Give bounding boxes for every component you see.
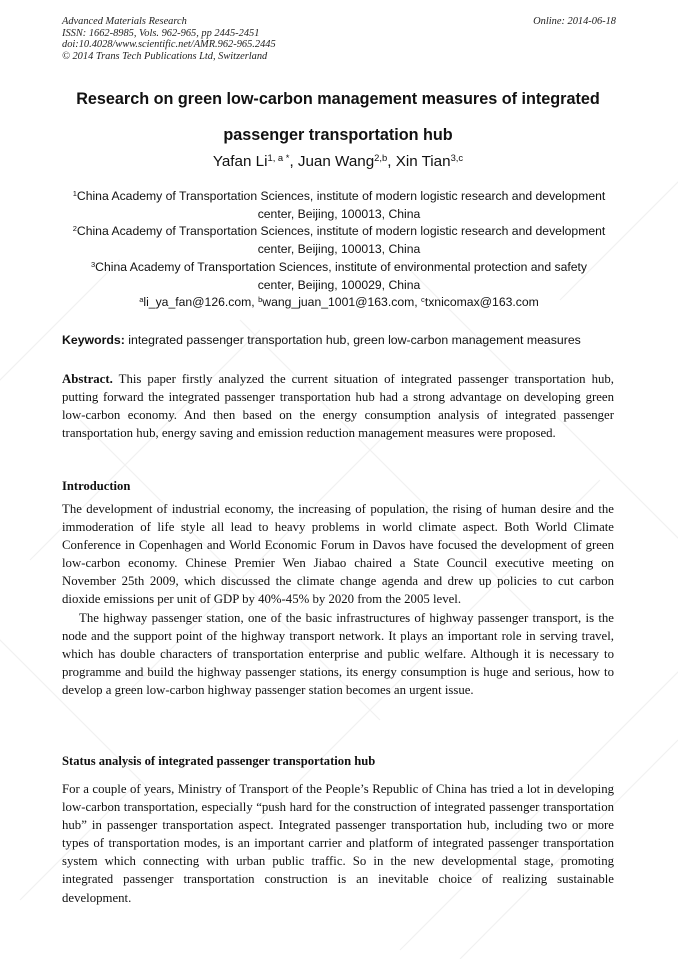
author-name: Yafan Li — [212, 153, 268, 170]
author-separator: , — [289, 153, 298, 170]
email-address: wang_juan_1001@163.com, — [262, 295, 422, 309]
journal-copyright: © 2014 Trans Tech Publications Ltd, Switzerland — [62, 50, 268, 62]
affiliation-2 — [50, 222, 628, 258]
affiliation-city: center, Beijing, 100013, China — [257, 242, 421, 256]
paragraph: The highway passenger station, one of the basic infrastructures of highway passenger transport, is the node and the support point of the highway transport network. It plays an important role in serving travel, which has double characters of transportation enterprise and public welfare. Although it is necessary to programme and build the highway passenger stations, its energy consumption is huge and serious, how to develop a green low-carbon highway passenger station becomes an urgent issue. — [62, 610, 614, 697]
email-marker: a — [139, 294, 144, 304]
author-superscript: 3,c — [450, 151, 464, 163]
section-heading-status-analysis: Status analysis of integrated passenger transportation hub — [62, 754, 376, 768]
email-list — [50, 293, 628, 311]
paragraph: For a couple of years, Ministry of Transport of the People’s Republic of China has tried a lot in developing low-carbon transportation, especially “push hard for the construction of integrated passenger transportation hub” in passenger transportation aspect. Integrated passenger transportation hub, including two or more types of transportation modes, is an important carrier and platform of integrated passenger transportation system which connecting with urban public traffic. So in the new developmental stage, promoting integrated passenger transportation construction is an inevitable choice of realizing sustainable development. — [62, 782, 614, 905]
journal-header — [62, 16, 276, 62]
email-address: li_ya_fan@126.com, — [143, 295, 259, 309]
affiliation-city: center, Beijing, 100029, China — [257, 278, 421, 292]
journal-name: Advanced Materials Research — [62, 16, 187, 27]
affiliation-1 — [50, 187, 628, 223]
keywords-text: integrated passenger transportation hub, green low-carbon management measures — [124, 333, 581, 347]
affiliation-number: 2 — [72, 223, 77, 233]
author-superscript: 1, a * — [267, 151, 290, 163]
online-date: Online: 2014-06-18 — [533, 16, 616, 27]
paper-title-line-1: Research on green low-carbon management measures of integrated — [76, 90, 600, 108]
affiliation-3 — [50, 258, 628, 294]
email-address: txnicomax@163.com — [424, 295, 539, 309]
abstract-label: Abstract. — [62, 372, 113, 386]
section-heading-introduction: Introduction — [62, 479, 131, 493]
author-list — [62, 153, 614, 170]
email-marker: b — [258, 294, 263, 304]
author-name: Xin Tian — [395, 153, 451, 170]
affiliation-number: 3 — [90, 259, 96, 269]
keywords — [62, 333, 622, 347]
affiliation-text: China Academy of Transportation Sciences, institute of modern logistic research and development — [76, 189, 606, 203]
journal-doi: doi:10.4028/www.scientific.net/AMR.962-965.2445 — [62, 39, 276, 51]
affiliation-number: 1 — [72, 188, 77, 198]
author-name: Juan Wang — [297, 153, 375, 170]
abstract — [62, 370, 614, 442]
introduction-body — [62, 500, 614, 699]
email-marker: c — [421, 294, 425, 304]
paragraph: The development of industrial economy, the increasing of population, the rising of human desire and the immoderation of life style all lead to heavy problems in world climate aspect. Both World Climate Conference in Copenhagen and World Economic Forum in Davos have focused the development of green low-carbon economy. Chinese Premier Wen Jiabao chaired a State Council executive meeting on November 25th 2009, which discussed the climate change agenda and drew up policies to cut carbon dioxide emissions per unit of GDP by 40%-45% by 2020 from the 2005 level. — [62, 502, 614, 607]
status-analysis-body — [62, 780, 614, 907]
affiliation-text: China Academy of Transportation Sciences, institute of modern logistic research and development — [76, 224, 606, 238]
affiliation-city: center, Beijing, 100013, China — [257, 207, 421, 221]
abstract-text: This paper firstly analyzed the current situation of integrated passenger transportation hub, putting forward the integrated passenger transportation hub had a strong advantage on developing green low-carbon economy. And then based on the energy consumption analysis of integrated passenger transportation hub, energy saving and emission reduction management measures were proposed. — [62, 372, 614, 441]
journal-issn: ISSN: 1662-8985, Vols. 962-965, pp 2445-2451 — [62, 27, 260, 39]
affiliation-text: China Academy of Transportation Sciences, institute of environmental protection and safety — [95, 260, 588, 274]
author-superscript: 2,b — [374, 151, 388, 163]
paper-title-line-2: passenger transportation hub — [223, 126, 453, 144]
keywords-label: Keywords: — [62, 333, 125, 347]
author-separator: , — [387, 153, 396, 170]
